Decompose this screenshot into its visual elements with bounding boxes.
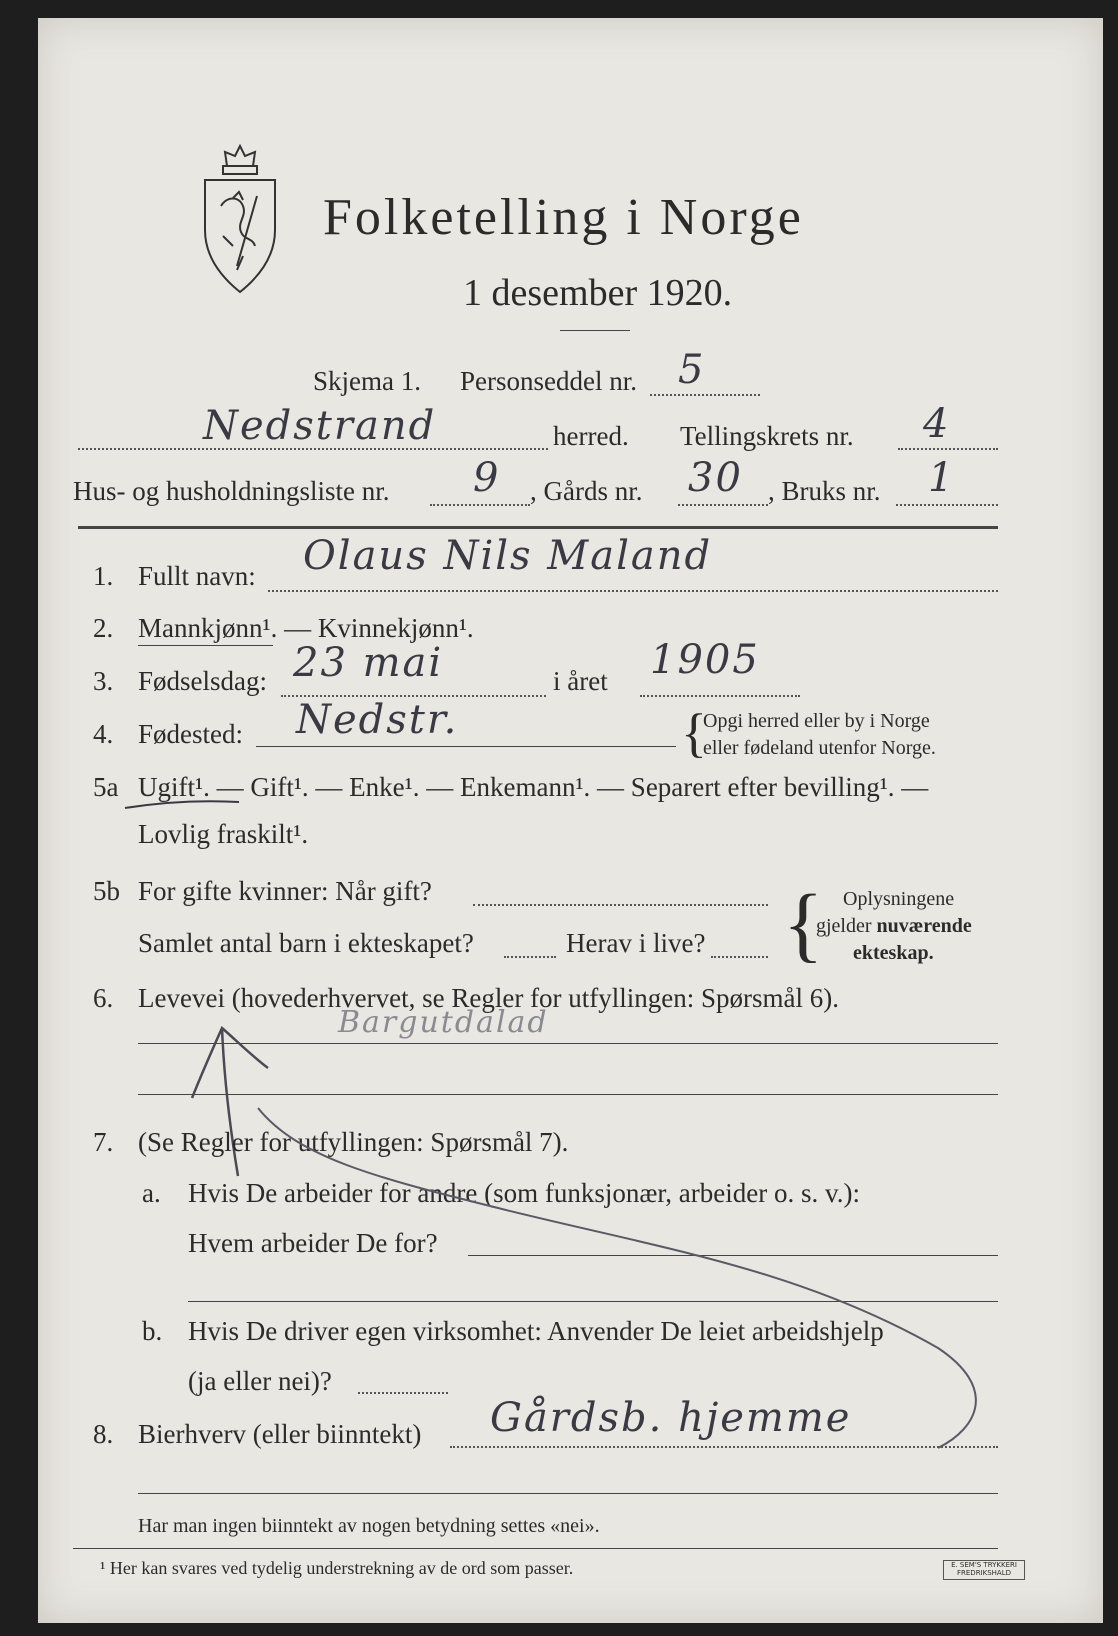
gards-label: , Gårds nr. xyxy=(530,476,643,506)
q2-label: Mannkjønn¹. — Kvinnekjønn¹. xyxy=(138,613,474,643)
q3-year-line xyxy=(640,695,800,697)
q4-number: 4. xyxy=(93,719,114,749)
bruks-label: , Bruks nr. xyxy=(768,476,881,506)
q4-brace: { xyxy=(681,703,707,763)
hus-label: Hus- og husholdningsliste nr. xyxy=(73,476,390,506)
q5a-underline-mark xyxy=(123,798,243,812)
q4-note-line2: eller fødeland utenfor Norge. xyxy=(703,737,936,759)
schema-label: Skjema 1. xyxy=(313,366,421,396)
q5b-note-line3: ekteskap. xyxy=(853,942,934,964)
q5a-line2: Lovlig fraskilt¹. xyxy=(138,819,309,849)
printer-stamp: E. SEM'S TRYKKERI FREDRIKSHALD xyxy=(943,1560,1025,1580)
q8-number: 8. xyxy=(93,1419,114,1449)
q3-year-label: i året xyxy=(553,666,608,696)
q8-line xyxy=(450,1446,998,1448)
hus-line xyxy=(430,504,530,506)
q1-number: 1. xyxy=(93,561,114,591)
census-form xyxy=(38,18,1103,1623)
hint-text: Har man ingen biinntekt av nogen betydning settes «nei». xyxy=(138,1515,600,1537)
q1-label: Fullt navn: xyxy=(138,561,256,591)
q7a-line2: Hvem arbeider De for? xyxy=(188,1228,438,1258)
q6-number: 6. xyxy=(93,983,114,1013)
q5b-line1: For gifte kvinner: Når gift? xyxy=(138,876,432,906)
q4-value[interactable]: Nedstr. xyxy=(296,697,459,743)
q3-number: 3. xyxy=(93,666,114,696)
q4-label: Fødested: xyxy=(138,719,243,749)
q5b-children-line xyxy=(504,956,556,958)
q4-note-line1: Opgi herred eller by i Norge xyxy=(703,710,930,732)
footnote-text: ¹ Her kan svares ved tydelig understrekning av de ord som passer. xyxy=(100,1558,574,1578)
q5b-note-line2 xyxy=(816,913,972,940)
q8-label: Bierhverv (eller biinntekt) xyxy=(138,1419,422,1449)
herred-value[interactable]: Nedstrand xyxy=(203,403,437,449)
q3-year-value[interactable]: 1905 xyxy=(650,637,760,683)
q5b-line2a: Samlet antal barn i ekteskapet? xyxy=(138,928,474,958)
q5b-note-line2b: nuværende xyxy=(876,915,972,937)
q7a-line1: Hvis De arbeider for andre (som funksjonær, arbeider o. s. v.): xyxy=(188,1178,860,1208)
footnote-divider xyxy=(73,1548,998,1549)
q2-underline xyxy=(138,645,273,646)
tellingskrets-label: Tellingskrets nr. xyxy=(680,421,854,451)
tellingskrets-value[interactable]: 4 xyxy=(923,401,951,447)
q5b-note-line1: Oplysningene xyxy=(843,888,955,910)
bruks-value[interactable]: 1 xyxy=(928,455,956,501)
q7b-letter: b. xyxy=(142,1316,163,1346)
norwegian-coat-of-arms-icon xyxy=(193,136,288,304)
form-title: Folketelling i Norge xyxy=(323,189,804,246)
q5b-brace: { xyxy=(783,878,824,971)
q7a-letter: a. xyxy=(142,1178,161,1208)
q1-line xyxy=(268,590,998,592)
herred-label: herred. xyxy=(553,421,629,451)
q5a-number: 5a xyxy=(93,772,119,802)
personseddel-label: Personseddel nr. xyxy=(460,366,637,396)
hus-value[interactable]: 9 xyxy=(473,455,501,501)
q8-extra-line xyxy=(138,1493,998,1494)
q5b-number: 5b xyxy=(93,876,120,906)
gards-value[interactable]: 30 xyxy=(688,455,743,501)
q4-line xyxy=(256,746,676,747)
q5b-alive-line xyxy=(711,956,768,958)
q7b-line1: Hvis De driver egen virksomhet: Anvender De leiet arbeidshjelp xyxy=(188,1316,884,1346)
q5b-note-line2a: gjelder xyxy=(816,915,877,937)
q7b-line2: (ja eller nei)? xyxy=(188,1366,332,1396)
personseddel-value[interactable]: 5 xyxy=(678,347,706,393)
q8-value[interactable]: Gårdsb. hjemme xyxy=(490,1395,852,1441)
q2-number: 2. xyxy=(93,613,114,643)
q5b-married-line xyxy=(473,904,768,906)
gards-line xyxy=(678,504,768,506)
form-date: 1 desember 1920. xyxy=(463,272,733,314)
header-divider xyxy=(78,526,998,529)
q5a-line1: Ugift¹. — Gift¹. — Enke¹. — Enkemann¹. — Separert efter bevilling¹. — xyxy=(138,772,929,802)
q6-label: Levevei (hovederhvervet, se Regler for utfyllingen: Spørsmål 6). xyxy=(138,983,840,1013)
title-divider xyxy=(560,330,630,331)
tellingskrets-line xyxy=(898,448,998,450)
q7-number: 7. xyxy=(93,1127,114,1157)
q5b-line2b: Herav i live? xyxy=(566,928,706,958)
q7-label: (Se Regler for utfyllingen: Spørsmål 7). xyxy=(138,1127,569,1157)
q3-label: Fødselsdag: xyxy=(138,666,268,696)
q1-value[interactable]: Olaus Nils Maland xyxy=(303,533,713,579)
q3-day-value[interactable]: 23 mai xyxy=(293,640,444,686)
personseddel-line xyxy=(650,394,760,396)
bruks-line xyxy=(896,504,998,506)
q6-value[interactable]: Bargutdalad xyxy=(338,1005,549,1040)
